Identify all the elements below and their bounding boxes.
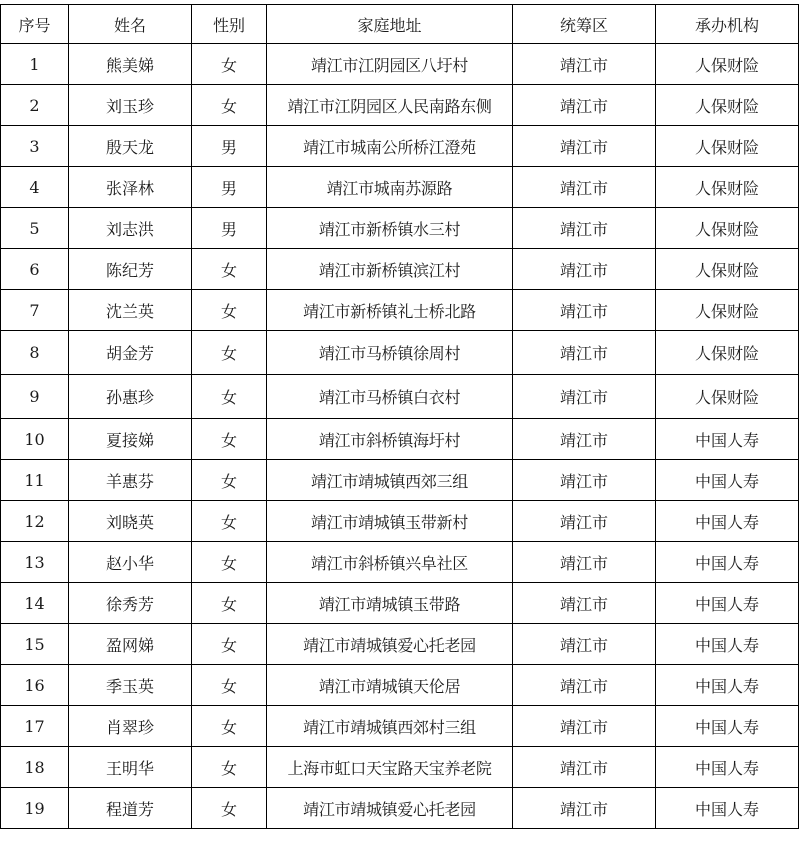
cell-org: 人保财险 (656, 249, 799, 290)
cell-no: 7 (1, 290, 69, 331)
table-row (1, 126, 799, 167)
cell-area: 靖江市 (513, 665, 656, 706)
cell-org: 人保财险 (656, 208, 799, 249)
table-row (1, 665, 799, 706)
cell-gender: 女 (192, 747, 267, 788)
cell-area: 靖江市 (513, 208, 656, 249)
table-row (1, 706, 799, 747)
table-row (1, 375, 799, 419)
cell-gender: 女 (192, 419, 267, 460)
cell-area: 靖江市 (513, 419, 656, 460)
cell-gender: 女 (192, 460, 267, 501)
cell-name: 盈网娣 (69, 624, 192, 665)
cell-no: 2 (1, 85, 69, 126)
cell-address: 靖江市江阴园区人民南路东侧 (267, 85, 513, 126)
cell-no: 12 (1, 501, 69, 542)
table-row (1, 44, 799, 85)
cell-gender: 女 (192, 249, 267, 290)
cell-org: 人保财险 (656, 331, 799, 375)
cell-name: 沈兰英 (69, 290, 192, 331)
cell-no: 14 (1, 583, 69, 624)
cell-no: 1 (1, 44, 69, 85)
table-row (1, 501, 799, 542)
cell-address: 靖江市城南苏源路 (267, 167, 513, 208)
cell-name: 张泽林 (69, 167, 192, 208)
cell-name: 孙惠珍 (69, 375, 192, 419)
cell-name: 羊惠芬 (69, 460, 192, 501)
table-row (1, 331, 799, 375)
cell-area: 靖江市 (513, 249, 656, 290)
cell-org: 人保财险 (656, 126, 799, 167)
cell-name: 胡金芳 (69, 331, 192, 375)
table-row (1, 542, 799, 583)
table-body (1, 44, 799, 829)
cell-name: 陈纪芳 (69, 249, 192, 290)
cell-org: 人保财险 (656, 290, 799, 331)
cell-address: 靖江市斜桥镇海圩村 (267, 419, 513, 460)
cell-org: 人保财险 (656, 44, 799, 85)
cell-address: 靖江市靖城镇爱心托老园 (267, 624, 513, 665)
cell-no: 19 (1, 788, 69, 829)
cell-address: 靖江市靖城镇天伦居 (267, 665, 513, 706)
cell-gender: 女 (192, 788, 267, 829)
cell-name: 赵小华 (69, 542, 192, 583)
cell-no: 4 (1, 167, 69, 208)
cell-area: 靖江市 (513, 542, 656, 583)
cell-address: 靖江市斜桥镇兴阜社区 (267, 542, 513, 583)
table-row (1, 788, 799, 829)
cell-org: 人保财险 (656, 375, 799, 419)
cell-no: 5 (1, 208, 69, 249)
table-row (1, 249, 799, 290)
cell-name: 程道芳 (69, 788, 192, 829)
cell-name: 刘志洪 (69, 208, 192, 249)
cell-org: 中国人寿 (656, 665, 799, 706)
cell-address: 靖江市城南公所桥江澄苑 (267, 126, 513, 167)
cell-area: 靖江市 (513, 375, 656, 419)
cell-address: 靖江市靖城镇爱心托老园 (267, 788, 513, 829)
cell-address: 靖江市新桥镇礼士桥北路 (267, 290, 513, 331)
cell-name: 熊美娣 (69, 44, 192, 85)
cell-no: 10 (1, 419, 69, 460)
cell-no: 15 (1, 624, 69, 665)
cell-area: 靖江市 (513, 85, 656, 126)
cell-no: 9 (1, 375, 69, 419)
cell-org: 中国人寿 (656, 419, 799, 460)
cell-address: 靖江市马桥镇白衣村 (267, 375, 513, 419)
table-row (1, 290, 799, 331)
cell-address: 靖江市靖城镇西郊村三组 (267, 706, 513, 747)
cell-name: 徐秀芳 (69, 583, 192, 624)
cell-no: 13 (1, 542, 69, 583)
table-row (1, 460, 799, 501)
roster-table (0, 4, 799, 829)
header-no: 序号 (1, 5, 69, 44)
cell-name: 殷天龙 (69, 126, 192, 167)
cell-org: 中国人寿 (656, 624, 799, 665)
table-row (1, 583, 799, 624)
cell-name: 王明华 (69, 747, 192, 788)
cell-address: 靖江市江阴园区八圩村 (267, 44, 513, 85)
cell-no: 8 (1, 331, 69, 375)
cell-name: 夏接娣 (69, 419, 192, 460)
table-row (1, 419, 799, 460)
cell-gender: 女 (192, 583, 267, 624)
cell-no: 18 (1, 747, 69, 788)
cell-gender: 女 (192, 501, 267, 542)
cell-area: 靖江市 (513, 460, 656, 501)
cell-address: 靖江市靖城镇西郊三组 (267, 460, 513, 501)
cell-no: 11 (1, 460, 69, 501)
cell-gender: 女 (192, 706, 267, 747)
cell-gender: 女 (192, 624, 267, 665)
cell-gender: 女 (192, 44, 267, 85)
table-row (1, 747, 799, 788)
header-name: 姓名 (69, 5, 192, 44)
table-row (1, 167, 799, 208)
cell-name: 刘晓英 (69, 501, 192, 542)
cell-address: 靖江市靖城镇玉带路 (267, 583, 513, 624)
table-row (1, 624, 799, 665)
header-gender: 性别 (192, 5, 267, 44)
header-row (1, 5, 799, 44)
cell-gender: 女 (192, 542, 267, 583)
cell-no: 3 (1, 126, 69, 167)
cell-area: 靖江市 (513, 501, 656, 542)
cell-gender: 女 (192, 290, 267, 331)
header-address: 家庭地址 (267, 5, 513, 44)
cell-area: 靖江市 (513, 788, 656, 829)
cell-gender: 男 (192, 126, 267, 167)
cell-no: 17 (1, 706, 69, 747)
cell-gender: 男 (192, 167, 267, 208)
cell-org: 中国人寿 (656, 501, 799, 542)
cell-area: 靖江市 (513, 747, 656, 788)
cell-area: 靖江市 (513, 706, 656, 747)
cell-address: 上海市虹口天宝路天宝养老院 (267, 747, 513, 788)
cell-name: 刘玉珍 (69, 85, 192, 126)
cell-address: 靖江市靖城镇玉带新村 (267, 501, 513, 542)
cell-no: 16 (1, 665, 69, 706)
cell-org: 中国人寿 (656, 583, 799, 624)
cell-org: 中国人寿 (656, 788, 799, 829)
cell-gender: 女 (192, 331, 267, 375)
cell-area: 靖江市 (513, 290, 656, 331)
cell-area: 靖江市 (513, 126, 656, 167)
cell-no: 6 (1, 249, 69, 290)
cell-area: 靖江市 (513, 583, 656, 624)
cell-area: 靖江市 (513, 44, 656, 85)
cell-address: 靖江市马桥镇徐周村 (267, 331, 513, 375)
cell-address: 靖江市新桥镇水三村 (267, 208, 513, 249)
table-header (1, 5, 799, 44)
cell-org: 人保财险 (656, 167, 799, 208)
cell-gender: 女 (192, 85, 267, 126)
cell-gender: 女 (192, 375, 267, 419)
cell-name: 季玉英 (69, 665, 192, 706)
cell-area: 靖江市 (513, 331, 656, 375)
cell-org: 中国人寿 (656, 706, 799, 747)
cell-address: 靖江市新桥镇滨江村 (267, 249, 513, 290)
cell-area: 靖江市 (513, 624, 656, 665)
cell-name: 肖翠珍 (69, 706, 192, 747)
cell-org: 中国人寿 (656, 542, 799, 583)
cell-org: 中国人寿 (656, 747, 799, 788)
cell-org: 人保财险 (656, 85, 799, 126)
cell-gender: 女 (192, 665, 267, 706)
cell-gender: 男 (192, 208, 267, 249)
table-row (1, 85, 799, 126)
cell-org: 中国人寿 (656, 460, 799, 501)
table-row (1, 208, 799, 249)
cell-area: 靖江市 (513, 167, 656, 208)
header-area: 统筹区 (513, 5, 656, 44)
header-org: 承办机构 (656, 5, 799, 44)
